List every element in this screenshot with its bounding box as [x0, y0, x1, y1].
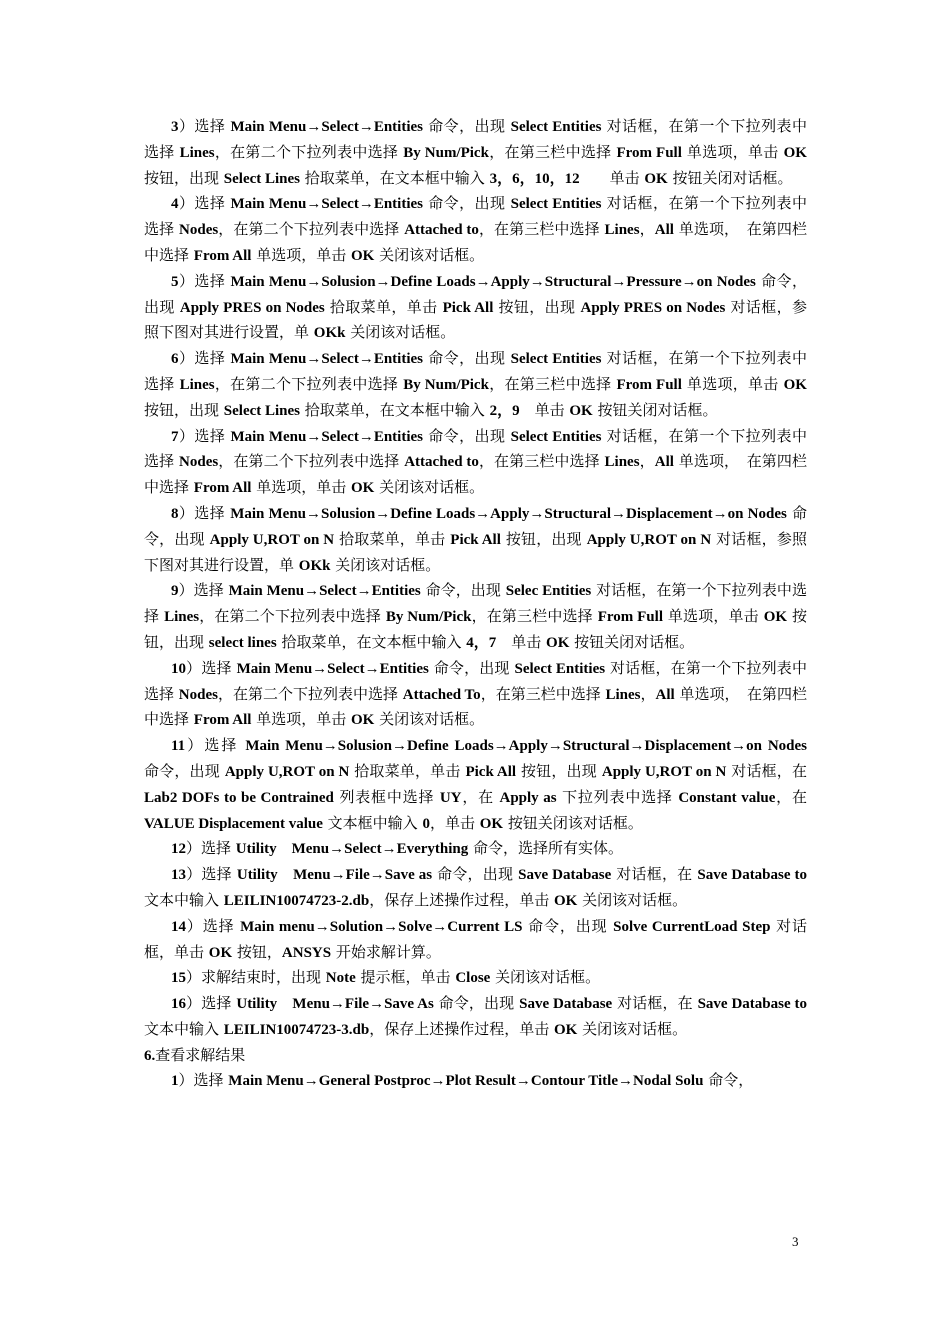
text-run: ，在 [461, 787, 500, 806]
text-run: 按钮，出现 [500, 529, 587, 548]
text-run: ）选择 [178, 271, 231, 290]
bold-term: 6 [171, 351, 179, 368]
text-run: 关闭该对话框。 [490, 968, 601, 987]
bold-term: Nodes [179, 454, 219, 471]
bold-term: LEILIN10074723-3.db [223, 1021, 370, 1038]
bold-term: OK [569, 402, 593, 419]
step-paragraph [144, 862, 807, 914]
text-run: ，在第三栏中选择 [480, 684, 606, 703]
bold-term: Lines [164, 609, 200, 626]
text-run: 关闭该对话框。 [345, 323, 456, 342]
text-run: 对话框，在第一个下拉列表中选择 [144, 349, 807, 393]
bold-term: Select Entities [510, 196, 602, 213]
text-run: ）选择 [185, 736, 246, 755]
bold-term: Select Entities [510, 351, 602, 368]
bold-term: Attached To [402, 686, 481, 703]
text-run: 查看求解结果 [155, 1045, 246, 1064]
text-run: 按钮， [232, 942, 282, 961]
text-run: ，在第二个下拉列表中选择 [218, 452, 405, 471]
bold-term: 16 [171, 996, 186, 1013]
bold-term: OKk [298, 557, 331, 574]
text-run: 列表框中选择 [333, 787, 440, 806]
step-paragraph [144, 733, 807, 836]
text-run: 命令，出现 [428, 658, 515, 677]
bold-term: Main Menu→Select→Entities [228, 583, 421, 600]
text-run: ）求解结束时，出现 [186, 968, 326, 987]
bold-term: From All [193, 480, 252, 497]
text-run: 命令，出现 [144, 761, 225, 780]
bold-term: OK [208, 944, 233, 961]
text-run: ）选择 [178, 426, 231, 445]
bold-term: 10 [171, 660, 186, 677]
text-run: ，在第三栏中选择 [478, 452, 605, 471]
text-run: 文本中输入 [144, 1019, 224, 1038]
bold-term: 0 [422, 815, 430, 832]
bold-term: Lines [179, 144, 215, 161]
text-run: 对话框，在第一个下拉列表中选择 [144, 426, 807, 471]
bold-term: Apply PRES on Nodes [580, 299, 726, 316]
step-paragraph [144, 914, 807, 966]
bold-term: ANSYS [281, 944, 332, 961]
text-run: ，在第三栏中选择 [471, 607, 598, 626]
bold-term: Main Menu→Solusion→Define Loads→Apply→Structural→Pressure→on Nodes [230, 273, 756, 290]
text-run: ）选择 [178, 1071, 229, 1090]
bold-term: Apply U,ROT on N [586, 531, 712, 548]
bold-term: 4，7 [466, 634, 497, 651]
text-run: 单选项，单击 [251, 245, 351, 264]
text-run: ）选择 [178, 349, 231, 368]
text-run: 对话框，参照下图对其进行设置，单 [144, 529, 807, 574]
text-run: 单选项， 在第四栏中选择 [144, 452, 807, 497]
step-paragraph [144, 191, 807, 268]
bold-term: 8 [171, 505, 179, 522]
bold-term: Main Menu→Select→Entities [230, 196, 423, 213]
bold-term: 12 [171, 841, 186, 858]
section-heading [144, 1043, 807, 1069]
step-paragraph [144, 114, 807, 191]
bold-term: Utility Menu→File→Save as [236, 867, 433, 884]
text-run: 对话框，在 [612, 994, 698, 1013]
text-run: 下拉列表中选择 [556, 787, 679, 806]
bold-term: Main Menu→Solusion→Define Loads→Apply→Structural→Displacement→on Nodes [245, 738, 807, 755]
bold-term: Select Entities [510, 119, 602, 135]
bold-term: Save Database [519, 996, 613, 1013]
bold-term: Apply U,ROT on N [224, 763, 350, 780]
text-run: 文本中输入 [144, 890, 224, 909]
text-run: 对话框，在第一个下拉列表中选择 [144, 117, 807, 161]
text-run: 对话框，在 [726, 761, 807, 780]
bold-term: From All [193, 247, 252, 264]
bold-term: select lines [208, 634, 277, 651]
bold-term: 15 [171, 970, 186, 987]
text-run: 拾取菜单，在文本框中输入 [300, 168, 490, 187]
bold-term: 3，6，10，12 [489, 170, 580, 187]
bold-term: OK [783, 144, 807, 161]
text-run: ）选择 [178, 117, 231, 135]
bold-term: Nodes [178, 686, 218, 703]
text-run: 按钮关闭对话框。 [667, 168, 793, 187]
text-run: 关闭该对话框。 [330, 555, 441, 574]
bold-term: UY [439, 789, 462, 806]
text-run: ， [640, 684, 656, 703]
step-paragraph [144, 1068, 807, 1094]
step-paragraph [144, 578, 807, 655]
bold-term: Lab2 DOFs to be Contrained [144, 789, 334, 806]
text-run: ）选择 [186, 994, 237, 1013]
bold-term: By Num/Pick [403, 144, 489, 161]
text-run: 命令， [703, 1071, 754, 1090]
step-paragraph [144, 346, 807, 423]
bold-term: Apply as [499, 789, 557, 806]
bold-term: 13 [171, 867, 186, 884]
bold-term: 11 [171, 738, 186, 755]
bold-term: From Full [616, 144, 682, 161]
bold-term: Save Database to [697, 867, 807, 884]
text-run: 关闭该对话框。 [374, 478, 485, 497]
text-run: 单选项，单击 [681, 142, 784, 161]
text-run: 对话框，在第一个下拉列表中选择 [144, 194, 807, 239]
bold-term: Attached to [404, 222, 479, 239]
bold-term: OK [783, 376, 807, 393]
bold-term: 9 [171, 583, 179, 600]
bold-term: Constant value [678, 789, 776, 806]
text-run: 单选项，单击 [662, 607, 764, 626]
text-run: ）选择 [178, 194, 231, 213]
text-run: ，在 [775, 787, 807, 806]
text-run: ，在第三栏中选择 [488, 374, 617, 393]
text-run: 命令，出现 [144, 503, 807, 548]
bold-term: Utility Menu→File→Save As [236, 996, 434, 1013]
text-run: ，在第三栏中选择 [488, 142, 617, 161]
text-run: 单选项， 在第四栏中选择 [144, 684, 807, 729]
text-run: 单击 [579, 168, 645, 187]
text-run: ，在第二个下拉列表中选择 [217, 684, 403, 703]
text-run: 命令，出现 [423, 194, 511, 213]
bold-term: OK [554, 892, 578, 909]
text-run: 命令，出现 [423, 426, 511, 445]
bold-term: 4 [171, 196, 179, 213]
text-run: ，在第二个下拉列表中选择 [199, 607, 386, 626]
step-paragraph [144, 836, 807, 862]
bold-term: 7 [171, 428, 179, 445]
text-run: ，在第二个下拉列表中选择 [218, 220, 405, 239]
text-run: 按钮，出现 [516, 761, 602, 780]
bold-term: Lines [604, 222, 640, 239]
text-run: 命令，出现 [432, 865, 519, 884]
text-run: ）选择 [186, 839, 236, 858]
bold-term: 14 [171, 918, 186, 935]
text-run: 对话框，在第一个下拉列表中选择 [144, 581, 807, 626]
bold-term: Main Menu→Select→Entities [230, 428, 423, 445]
bold-term: Save Database to [697, 996, 807, 1013]
bold-term: From Full [597, 609, 663, 626]
text-run: 关闭该对话框。 [577, 1019, 688, 1038]
bold-term: Main Menu→Select→Entities [236, 660, 429, 677]
bold-term: From All [193, 712, 252, 729]
bold-term: Note [325, 970, 356, 987]
bold-term: Close [455, 970, 491, 987]
bold-term: OK [350, 712, 375, 729]
bold-term: 3 [171, 119, 179, 135]
bold-term: Lines [605, 686, 641, 703]
text-run: 命令，出现 [420, 581, 506, 600]
bold-term: 6. [144, 1047, 156, 1064]
step-paragraph [144, 501, 807, 578]
bold-term: Pick All [442, 299, 494, 316]
step-paragraph [144, 269, 807, 346]
bold-term: By Num/Pick [385, 609, 472, 626]
bold-term: Utility Menu→Select→Everything [235, 841, 469, 858]
bold-term: VALUE Displacement value [144, 815, 323, 832]
bold-term: Select Lines [223, 170, 301, 187]
text-run: ）选择 [178, 503, 231, 522]
text-run: 开始求解计算。 [331, 942, 441, 961]
text-run: 对话框，参照下图对其进行设置，单 [144, 297, 807, 342]
bold-term: Main Menu→Solusion→Define Loads→Apply→Structural→Displacement→on Nodes [230, 505, 787, 522]
bold-term: OK [350, 480, 375, 497]
text-run: ，保存上述操作过程，单击 [369, 1019, 555, 1038]
text-run: 按钮，出现 [493, 297, 581, 316]
text-run: ，在第三栏中选择 [478, 220, 605, 239]
text-run: 提示框，单击 [355, 968, 456, 987]
text-run: 单击 [496, 632, 547, 651]
text-run: ，单击 [429, 813, 480, 832]
bold-term: OK [350, 247, 375, 264]
bold-term: Nodes [179, 222, 219, 239]
text-run: 拾取菜单，单击 [349, 761, 466, 780]
step-paragraph [144, 424, 807, 501]
text-run: 对话框，单击 [144, 916, 807, 961]
bold-term: Solve CurrentLoad Step [613, 918, 771, 935]
bold-term: Main Menu→General Postproc→Plot Result→Contour Title→Nodal Solu [228, 1073, 704, 1090]
bold-term: OKk [313, 325, 346, 342]
bold-term: OK [479, 815, 504, 832]
bold-term: Select Entities [514, 660, 606, 677]
step-paragraph [144, 991, 807, 1043]
text-run: 关闭该对话框。 [374, 710, 485, 729]
text-run: 关闭该对话框。 [577, 890, 688, 909]
bold-term: Select Entities [510, 428, 602, 445]
bold-term: LEILIN10074723-2.db [223, 892, 370, 909]
bold-term: 5 [171, 273, 179, 290]
text-run: 按钮关闭对话框。 [569, 632, 695, 651]
text-run: 命令，出现 [522, 916, 614, 935]
bold-term: From Full [616, 376, 682, 393]
bold-term: By Num/Pick [403, 376, 489, 393]
bold-term: All [655, 686, 675, 703]
text-run: 按钮关闭该对话框。 [503, 813, 643, 832]
bold-term: 2，9 [489, 402, 520, 419]
bold-term: OK [644, 170, 668, 187]
bold-term: Lines [604, 454, 640, 471]
text-run: 命令，出现 [433, 994, 520, 1013]
bold-term: All [654, 222, 674, 239]
text-run: 单选项， 在第四栏中选择 [144, 220, 807, 264]
bold-term: Apply U,ROT on N [601, 763, 727, 780]
text-run: 按钮，出现 [144, 168, 224, 187]
text-run: 单选项，单击 [251, 710, 351, 729]
bold-term: OK [546, 634, 570, 651]
bold-term: Save Database [518, 867, 612, 884]
bold-term: Selec Entities [505, 583, 592, 600]
bold-term: Lines [179, 376, 215, 393]
text-run: 关闭该对话框。 [374, 245, 485, 264]
text-run: 命令，选择所有实体。 [468, 839, 624, 858]
bold-term: Pick All [465, 763, 517, 780]
text-run: 按钮，出现 [144, 400, 224, 419]
bold-term: OK [554, 1021, 578, 1038]
bold-term: Main menu→Solution→Solve→Current LS [240, 918, 523, 935]
text-run: 按钮，出现 [144, 607, 807, 651]
text-run: 命令，出现 [423, 117, 511, 135]
text-run: 命令，出现 [423, 349, 511, 368]
text-run: ）选择 [186, 916, 241, 935]
text-run: 拾取菜单，在文本框中输入 [276, 632, 467, 651]
text-run: 对话框，在第一个下拉列表中选择 [144, 658, 807, 703]
bold-term: Select Lines [223, 402, 301, 419]
page-number: 3 [792, 1234, 799, 1249]
bold-term: Main Menu→Select→Entities [230, 351, 423, 368]
bold-term: 1 [171, 1073, 179, 1090]
text-run: ， [639, 220, 655, 239]
text-run: 拾取菜单，单击 [334, 529, 451, 548]
step-paragraph [144, 965, 807, 991]
text-run: 单选项，单击 [251, 478, 351, 497]
text-run: 单选项，单击 [681, 374, 784, 393]
text-run: ，保存上述操作过程，单击 [369, 890, 555, 909]
bold-term: Main Menu→Select→Entities [230, 119, 423, 135]
text-run: 文本框中输入 [322, 813, 423, 832]
text-run: ）选择 [178, 581, 229, 600]
text-run: ）选择 [186, 865, 237, 884]
text-run: 单击 [519, 400, 570, 419]
bold-term: Apply PRES on Nodes [179, 299, 325, 316]
text-run: ，在第二个下拉列表中选择 [214, 374, 404, 393]
text-run: 拾取菜单，在文本框中输入 [300, 400, 490, 419]
bold-term: All [654, 454, 674, 471]
text-run: 拾取菜单，单击 [324, 297, 443, 316]
body-text [144, 114, 807, 1094]
text-run: ，在第二个下拉列表中选择 [214, 142, 404, 161]
text-run: 命令，出现 [144, 271, 807, 316]
bold-term: Pick All [450, 531, 501, 548]
bold-term: Attached to [404, 454, 479, 471]
text-run: 对话框，在 [611, 865, 698, 884]
step-paragraph [144, 656, 807, 733]
text-run: ， [639, 452, 655, 471]
text-run: ）选择 [186, 658, 237, 677]
bold-term: Apply U,ROT on N [209, 531, 335, 548]
text-run: 按钮关闭对话框。 [592, 400, 718, 419]
bold-term: OK [763, 609, 788, 626]
